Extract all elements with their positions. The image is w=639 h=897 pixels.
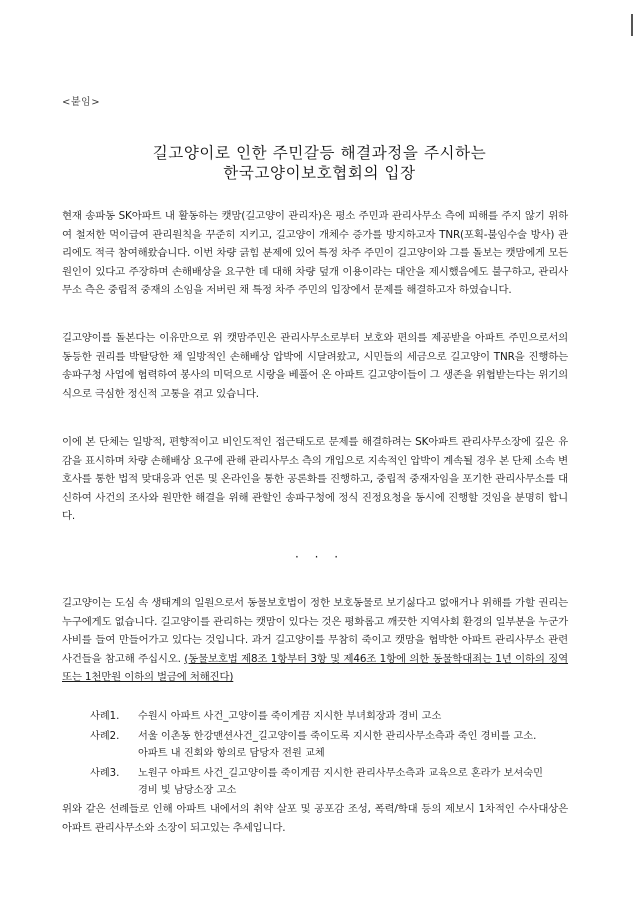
case-text: 노원구 아파트 사건_길고양이를 죽이게끔 지시한 관리사무소측과 교육으로 혼라가 보셔숙민 <box>138 767 543 779</box>
case-label: 사례2. <box>90 730 120 742</box>
paragraph-situation: 현재 송파동 SK아파트 내 활동하는 캣맘(길고양이 관리자)은 평소 주민과 관리사무소 측에 피해를 주지 않기 위하여 철저한 먹이급여 관리원칙을 꾸준히 지키고, 길고양이 개체수 증가를 방지하고자 TNR(포획-불임수술 방사) 관리에도 적극 참여해왔습니다. 이번 차량 긁힘 분제에 있어 특정 차주 주민이 길고양이와 그를 돌보는 캣맘에게 모든 원인이 있다고 주장하며 손해배상을 요구한 데 대해 차량 덮개 이용이라는 대안을 제시했음에도 불구하고, 관리사무소 측은 중립적 중재의 소임을 저버린 채 특정 차주 주민의 입장에서 문제를 해결하고자 하였습니다. <box>62 210 568 297</box>
precedent-case-list <box>90 708 570 802</box>
paragraph-conclusion: 위와 같은 선례들로 인해 아파트 내에서의 취약 살포 및 공포감 조성, 폭력/학대 등의 제보시 1차적인 수사대상은 아파트 관리사무소와 소장이 되고있는 추세입니다. <box>62 803 568 834</box>
page-title-line-1: 길고양이로 인한 주민갈등 해결과정을 주시하는 <box>152 144 487 162</box>
legal-status-text: 길고양이는 도심 속 생태계의 일원으로서 동물보호법이 정한 보호동물로 보기싫다고 없애거나 위해를 가할 권리는 누구에게도 없습니다. 길고양이를 관리하는 캣맘이 있다는 것은 평화롭고 깨끗한 지역사회 환경의 일부분을 누군가 사비를 들여 만들어가고 있다는 것입니다. 과거 길고양이를 무참히 죽이고 캣맘을 협박한 아파트 관리사무소 관련 사건들을 참고해 주십시오. <box>62 597 568 665</box>
list-item <box>90 728 570 763</box>
scan-edge-mark <box>631 14 633 36</box>
list-item <box>90 708 570 726</box>
paragraph-catmom-suffering: 길고양이를 돌본다는 이유만으로 위 캣맘주민은 관리사무소로부터 보호와 편의를 제공받을 아파트 주민으로서의 동등한 권리를 박탈당한 채 일방적인 손해배상 압박에 시달려왔고, 시민들의 세금으로 길고양이 TNR을 진행하는 송파구청 사업에 협력하여 봉사의 미덕으로 시랑을 베풀어 온 아파트 길고양이들이 그 생존을 위협받는다는 위기의식으로 극심한 정신적 고통을 겪고 있습니다. <box>62 332 568 400</box>
page-title-line-2: 한국고양이보호협회의 입장 <box>223 164 416 182</box>
section-divider-dots: · · · <box>294 550 345 564</box>
case-text-continued: 경비 빛 남당소장 고소 <box>138 785 237 797</box>
case-label: 사례3. <box>90 767 120 779</box>
paragraph-association-stance: 이에 본 단체는 일방적, 편향적이고 비인도적인 접근태도로 문제를 해결하려는 SK아파트 관리사무소장에 깊은 유감을 표시하며 차량 손해배상 요구에 관해 관리사무소 측의 개입으로 지속적인 압박이 계속될 경우 본 단체 소속 변호사를 통한 법적 맞대응과 언론 및 온라인을 통한 공론화를 진행하고, 중립적 중재자임을 포기한 관리사무소를 대신하여 사건의 조사와 원만한 해결을 위해 관할인 송파구청에 정식 진정요청을 동시에 진행할 것임을 분명히 합니다. <box>62 436 568 523</box>
animal-protection-law-note: (동물보호법 제8조 1항부터 3항 및 제46조 1항에 의한 동물학대죄는 1년 이하의 징역 또는 1천만원 이하의 벌금에 처해진다) <box>62 652 569 684</box>
case-label: 사례1. <box>90 711 120 722</box>
case-text: 수원시 아파트 사건_고양이를 죽이게끔 지시한 부녀회장과 경비 고소 <box>138 711 442 722</box>
paragraph-legal-status <box>62 594 568 687</box>
list-item <box>90 765 570 800</box>
case-text-continued: 아파트 내 진회와 항의로 담당자 전원 교체 <box>138 748 325 760</box>
case-text: 서울 이촌동 한강맨션사건_길고양이를 죽이도록 지시한 관리사무소측과 죽인 경비를 고소. <box>138 730 537 742</box>
attachment-tag: <붙임> <box>62 97 101 108</box>
